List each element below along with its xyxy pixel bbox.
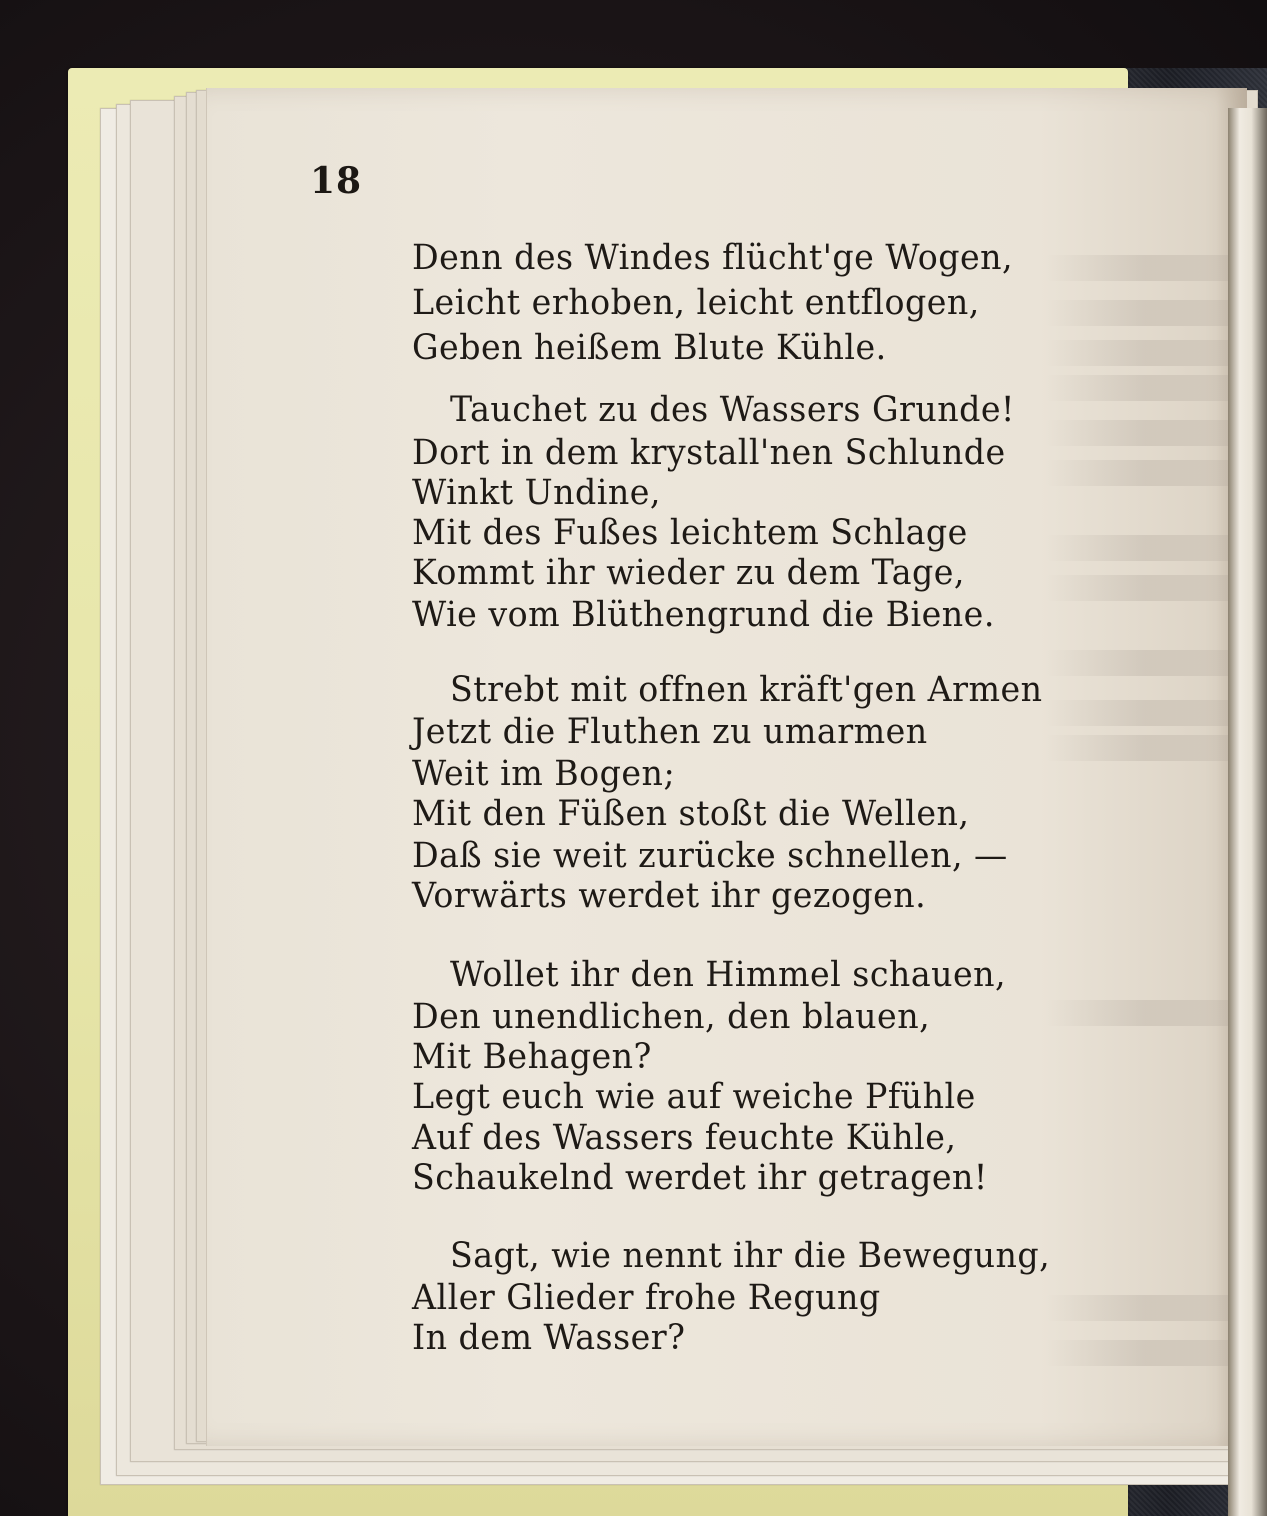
- poem-line: Dort in dem krystall'nen Schlunde: [412, 433, 1006, 473]
- poem-line: Legt euch wie auf weiche Pfühle: [412, 1077, 976, 1117]
- poem-line: Strebt mit offnen kräft'gen Armen: [450, 670, 1043, 710]
- show-through-text: [1045, 735, 1245, 761]
- poem-line: Mit Behagen?: [412, 1037, 652, 1077]
- poem-line: Denn des Windes flücht'ge Wogen,: [412, 238, 1014, 278]
- poem-line: Jetzt die Fluthen zu umarmen: [412, 712, 928, 752]
- poem-line: Daß sie weit zurücke schnellen, —: [412, 836, 1008, 876]
- poem-line: Kommt ihr wieder zu dem Tage,: [412, 553, 965, 593]
- poem-line: Geben heißem Blute Kühle.: [412, 328, 887, 368]
- show-through-text: [1045, 420, 1245, 446]
- show-through-text: [1045, 460, 1245, 486]
- poem-line: Wollet ihr den Himmel schauen,: [450, 955, 1007, 995]
- poem-line: Sagt, wie nennt ihr die Bewegung,: [450, 1236, 1051, 1276]
- poem-line: Tauchet zu des Wassers Grunde!: [450, 390, 1015, 430]
- show-through-text: [1045, 700, 1245, 726]
- show-through-text: [1045, 255, 1245, 281]
- show-through-text: [1045, 575, 1245, 601]
- poem-line: Auf des Wassers feuchte Kühle,: [412, 1118, 957, 1158]
- show-through-text: [1045, 535, 1245, 561]
- poem-line: Vorwärts werdet ihr gezogen.: [412, 876, 927, 916]
- show-through-text: [1045, 340, 1245, 366]
- show-through-text: [1045, 375, 1245, 401]
- poem-line: Leicht erhoben, leicht entflogen,: [412, 283, 980, 323]
- show-through-text: [1045, 300, 1245, 326]
- show-through-text: [1045, 1000, 1245, 1026]
- poem-line: In dem Wasser?: [412, 1318, 686, 1358]
- poem-line: Winkt Undine,: [412, 473, 661, 513]
- page-number: 18: [310, 160, 363, 202]
- poem-line: Weit im Bogen;: [412, 754, 676, 794]
- book-gutter: [1228, 108, 1267, 1516]
- show-through-text: [1045, 1295, 1245, 1321]
- poem-line: Wie vom Blüthengrund die Biene.: [412, 595, 995, 635]
- poem-line: Den unendlichen, den blauen,: [412, 997, 931, 1037]
- poem-line: Aller Glieder frohe Regung: [412, 1278, 881, 1318]
- poem-line: Mit den Füßen stoßt die Wellen,: [412, 794, 970, 834]
- show-through-text: [1045, 650, 1245, 676]
- poem-line: Schaukelnd werdet ihr getragen!: [412, 1158, 988, 1198]
- poem-line: Mit des Fußes leichtem Schlage: [412, 513, 968, 553]
- show-through-text: [1045, 1340, 1245, 1366]
